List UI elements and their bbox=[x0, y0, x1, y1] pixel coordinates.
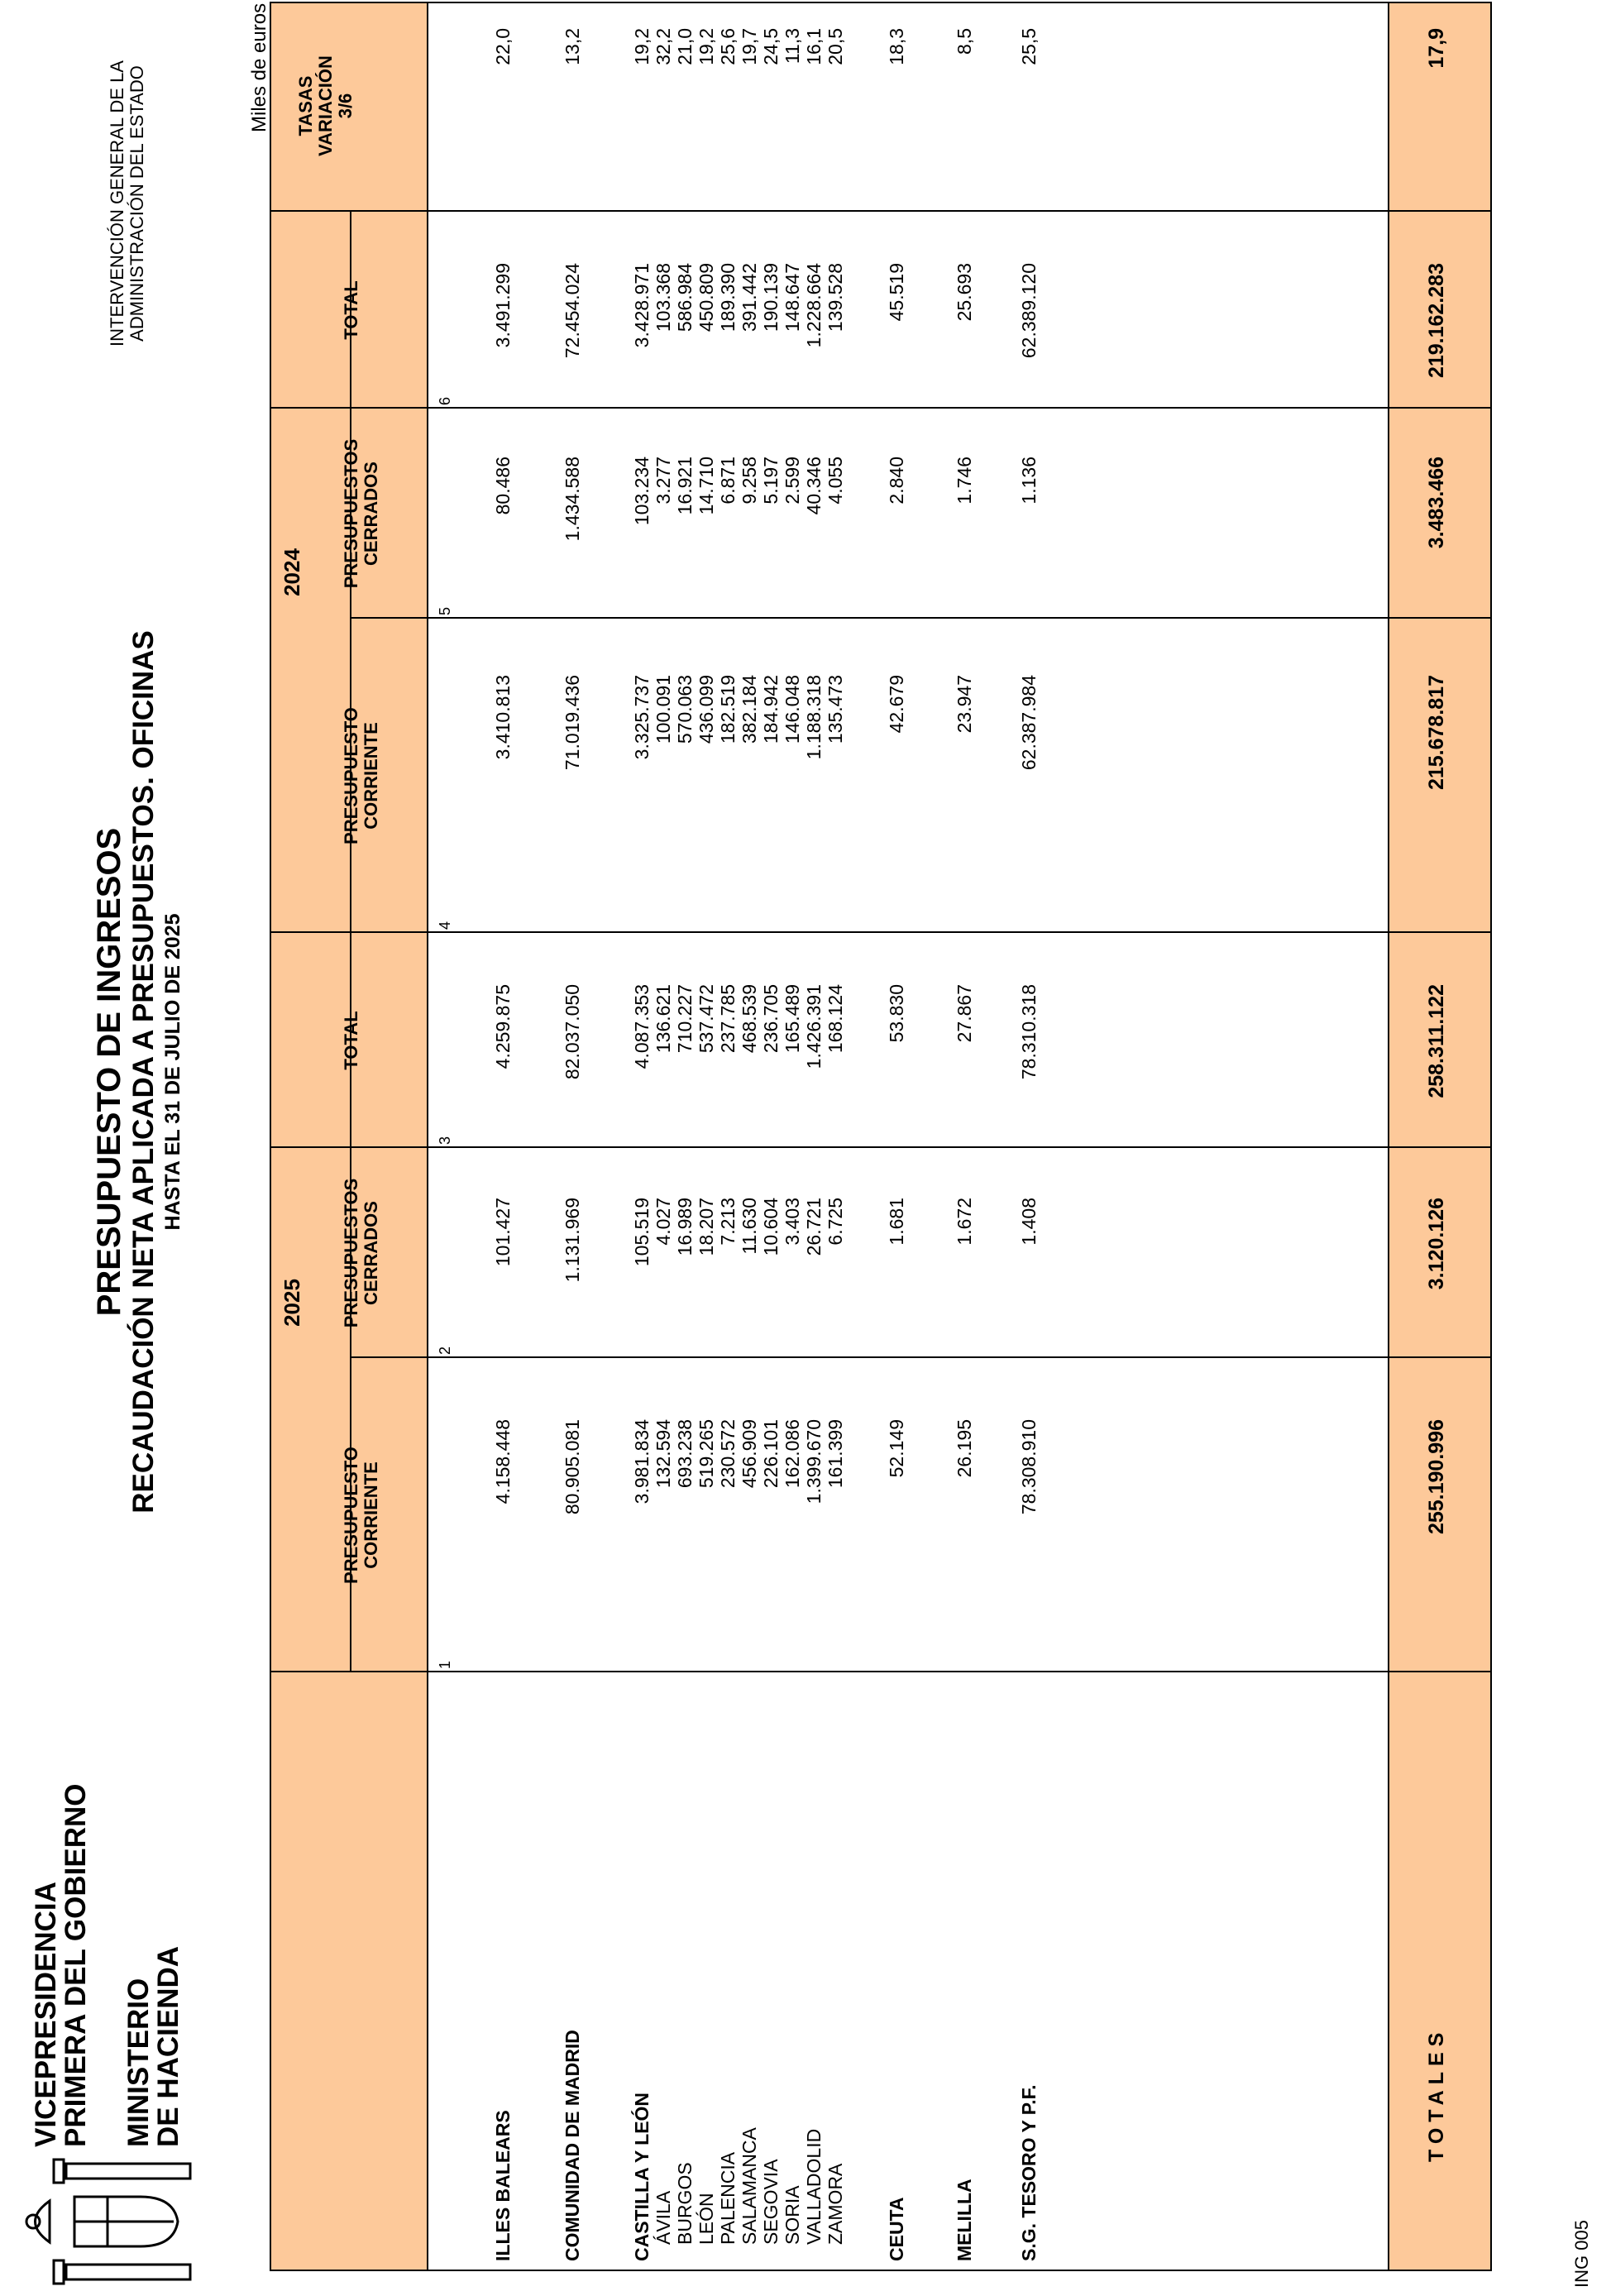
table-cell: 27.867 bbox=[954, 984, 975, 1043]
column-header-line: TOTAL bbox=[341, 280, 361, 340]
column-number: 5 bbox=[437, 606, 453, 615]
table-cell: 710.227 bbox=[674, 984, 696, 1054]
table-cell: 3.403 bbox=[782, 1198, 803, 1246]
column-header bbox=[342, 619, 381, 933]
column-divider bbox=[271, 407, 1490, 409]
table-cell: 53.830 bbox=[886, 984, 907, 1043]
table-cell: 237.785 bbox=[717, 984, 739, 1054]
igae-line: INTERVENCIÓN GENERAL DE LA bbox=[107, 60, 127, 347]
table-cell: 16.921 bbox=[674, 457, 696, 515]
table-cell: 1.188.318 bbox=[803, 675, 825, 760]
totals-cell: 215.678.817 bbox=[1425, 675, 1448, 791]
table-cell: 226.101 bbox=[760, 1419, 782, 1489]
org-line: DE HACIENDA bbox=[152, 1945, 184, 2147]
column-header bbox=[342, 1148, 381, 1358]
row-label: ILLES BALEARS bbox=[492, 2110, 514, 2261]
totals-cell: 3.483.466 bbox=[1425, 457, 1448, 549]
table-cell: 1.399.670 bbox=[803, 1419, 825, 1504]
table-cell: 4.087.353 bbox=[631, 984, 653, 1069]
table-cell: 1.131.969 bbox=[562, 1198, 583, 1283]
table-cell: 45.519 bbox=[886, 263, 907, 322]
table-cell: 570.063 bbox=[674, 675, 696, 744]
table-cell: 168.124 bbox=[825, 984, 846, 1054]
form-code: ING 005 bbox=[1571, 2220, 1592, 2288]
row-label: MELILLA bbox=[954, 2179, 975, 2261]
table-cell: 10.604 bbox=[760, 1198, 782, 1256]
table-cell: 139.528 bbox=[825, 263, 846, 332]
table-cell: 3.410.813 bbox=[492, 675, 514, 760]
table-cell: 24,5 bbox=[760, 28, 782, 65]
table-cell: 4.259.875 bbox=[492, 984, 514, 1069]
table-cell: 6.725 bbox=[825, 1198, 846, 1246]
table-cell: 19,7 bbox=[739, 28, 760, 65]
table-cell: 146.048 bbox=[782, 675, 803, 744]
org-line: MINISTERIO bbox=[122, 1978, 155, 2147]
table-cell: 1.136 bbox=[1018, 457, 1040, 505]
table-cell: 13,2 bbox=[562, 28, 583, 65]
table-cell: 1.434.588 bbox=[562, 457, 583, 542]
column-divider bbox=[271, 931, 1490, 933]
table-cell: 82.037.050 bbox=[562, 984, 583, 1080]
column-header-line: PRESUPUESTOS bbox=[341, 438, 361, 589]
column-header-line: CORRIENTE bbox=[361, 1461, 381, 1569]
table-cell: 450.809 bbox=[696, 263, 717, 332]
totals-cell: 3.120.126 bbox=[1425, 1198, 1448, 1290]
row-label: PALENCIA bbox=[717, 2151, 739, 2245]
table-cell: 2.599 bbox=[782, 457, 803, 505]
table-cell: 16.989 bbox=[674, 1198, 696, 1256]
column-header-line: PRESUPUESTO bbox=[341, 1447, 361, 1584]
table-cell: 3.981.834 bbox=[631, 1419, 653, 1504]
row-label: SEGOVIA bbox=[760, 2159, 782, 2245]
table-cell: 148.647 bbox=[782, 263, 803, 332]
page-period: HASTA EL 31 DE JULIO DE 2025 bbox=[161, 913, 184, 1231]
table-cell: 22,0 bbox=[492, 28, 514, 65]
table-cell: 42.679 bbox=[886, 675, 907, 734]
totals-cell: 219.162.283 bbox=[1425, 263, 1448, 379]
table-cell: 40.346 bbox=[803, 457, 825, 515]
table-cell: 71.019.436 bbox=[562, 675, 583, 771]
table-cell: 2.840 bbox=[886, 457, 907, 505]
table-cell: 189.390 bbox=[717, 263, 739, 332]
table-cell: 21,0 bbox=[674, 28, 696, 65]
row-label: SORIA bbox=[782, 2185, 803, 2245]
table-cell: 586.984 bbox=[674, 263, 696, 332]
column-divider bbox=[350, 617, 1491, 619]
column-header bbox=[342, 1358, 381, 1672]
coat-of-arms-icon bbox=[17, 2155, 207, 2288]
table-cell: 62.387.984 bbox=[1018, 675, 1040, 771]
row-label: CASTILLA Y LEÓN bbox=[631, 2092, 653, 2261]
table-cell: 23.947 bbox=[954, 675, 975, 734]
table-cell: 1.426.391 bbox=[803, 984, 825, 1069]
column-divider bbox=[271, 210, 1490, 212]
table-cell: 78.310.318 bbox=[1018, 984, 1040, 1080]
table-cell: 25,5 bbox=[1018, 28, 1040, 65]
table-cell: 26.195 bbox=[954, 1419, 975, 1478]
column-number: 1 bbox=[437, 1660, 453, 1669]
table-cell: 19,2 bbox=[696, 28, 717, 65]
column-divider bbox=[350, 1356, 1491, 1358]
table-cell: 3.277 bbox=[653, 457, 674, 505]
table-cell: 1.672 bbox=[954, 1198, 975, 1246]
column-header-line: CERRADOS bbox=[361, 1201, 381, 1305]
column-divider bbox=[271, 1146, 1490, 1148]
row-label: S.G. TESORO Y P.F. bbox=[1018, 2084, 1040, 2261]
row-label: COMUNIDAD DE MADRID bbox=[562, 2030, 583, 2261]
table-cell: 7.213 bbox=[717, 1198, 739, 1246]
table-cell: 456.909 bbox=[739, 1419, 760, 1489]
table-cell: 11.630 bbox=[739, 1198, 760, 1255]
table-cell: 1.681 bbox=[886, 1198, 907, 1246]
table-cell: 182.519 bbox=[717, 675, 739, 744]
table-cell: 165.489 bbox=[782, 984, 803, 1054]
table-cell: 132.594 bbox=[653, 1419, 674, 1489]
table-cell: 32,2 bbox=[653, 28, 674, 65]
org-line: PRIMERA DEL GOBIERNO bbox=[60, 1783, 92, 2147]
table-cell: 3.325.737 bbox=[631, 675, 653, 760]
row-label: VALLADOLID bbox=[803, 2128, 825, 2245]
column-header-line: VARIACIÓN bbox=[315, 55, 336, 156]
column-header-line: TOTAL bbox=[341, 1011, 361, 1070]
column-header-line: 3/6 bbox=[335, 93, 356, 119]
column-number: 2 bbox=[437, 1346, 453, 1355]
table-cell: 135.473 bbox=[825, 675, 846, 744]
igae-label bbox=[108, 30, 147, 377]
org-vicepresidencia bbox=[31, 1784, 91, 2147]
table-cell: 1.408 bbox=[1018, 1198, 1040, 1246]
table-cell: 78.308.910 bbox=[1018, 1419, 1040, 1515]
table-cell: 6.871 bbox=[717, 457, 739, 505]
column-header bbox=[296, 0, 356, 212]
revenue-table bbox=[270, 2, 1492, 2271]
table-cell: 4.055 bbox=[825, 457, 846, 505]
group-2024: 2024 bbox=[280, 548, 304, 596]
row-label: ÁVILA bbox=[653, 2190, 674, 2245]
group-2025: 2025 bbox=[280, 1279, 304, 1327]
table-cell: 382.184 bbox=[739, 675, 760, 744]
table-cell: 16,1 bbox=[803, 28, 825, 65]
table-cell: 80.486 bbox=[492, 457, 514, 515]
table-cell: 4.158.448 bbox=[492, 1419, 514, 1504]
table-cell: 3.428.971 bbox=[631, 263, 653, 348]
table-cell: 26.721 bbox=[803, 1198, 825, 1256]
units-label: Miles de euros bbox=[248, 2, 270, 132]
column-header-line: TASAS bbox=[295, 75, 316, 136]
table-cell: 8,5 bbox=[954, 28, 975, 55]
table-cell: 693.238 bbox=[674, 1419, 696, 1489]
table-cell: 103.368 bbox=[653, 263, 674, 332]
table-cell: 537.472 bbox=[696, 984, 717, 1054]
column-header-line: PRESUPUESTO bbox=[341, 707, 361, 844]
row-label: LEÓN bbox=[696, 2193, 717, 2245]
totals-cell: 17,9 bbox=[1425, 28, 1448, 69]
column-divider bbox=[271, 1671, 1490, 1672]
table-cell: 519.265 bbox=[696, 1419, 717, 1489]
table-cell: 103.234 bbox=[631, 457, 653, 526]
table-cell: 62.389.120 bbox=[1018, 263, 1040, 359]
row-label: ZAMORA bbox=[825, 2163, 846, 2245]
table-cell: 20,5 bbox=[825, 28, 846, 65]
table-cell: 1.228.664 bbox=[803, 263, 825, 348]
table-cell: 5.197 bbox=[760, 457, 782, 505]
column-header bbox=[342, 933, 361, 1148]
table-cell: 72.454.024 bbox=[562, 263, 583, 359]
table-cell: 52.149 bbox=[886, 1419, 907, 1478]
org-line: VICEPRESIDENCIA bbox=[30, 1882, 62, 2147]
row-label: SALAMANCA bbox=[739, 2127, 760, 2245]
column-header bbox=[342, 212, 361, 409]
table-cell: 230.572 bbox=[717, 1419, 739, 1489]
column-number: 3 bbox=[437, 1136, 453, 1145]
table-cell: 80.905.081 bbox=[562, 1419, 583, 1515]
table-cell: 100.091 bbox=[653, 675, 674, 744]
table-cell: 14.710 bbox=[696, 457, 717, 515]
row-label: BURGOS bbox=[674, 2162, 696, 2245]
table-cell: 436.099 bbox=[696, 675, 717, 744]
table-cell: 391.442 bbox=[739, 263, 760, 332]
table-cell: 190.139 bbox=[760, 263, 782, 332]
org-ministerio bbox=[124, 1946, 184, 2147]
table-cell: 468.539 bbox=[739, 984, 760, 1054]
row-label: CEUTA bbox=[886, 2197, 907, 2261]
table-cell: 25.693 bbox=[954, 263, 975, 322]
table-cell: 136.621 bbox=[653, 984, 674, 1054]
table-cell: 18,3 bbox=[886, 28, 907, 65]
title-block bbox=[91, 617, 185, 1527]
column-header-line: CERRADOS bbox=[361, 462, 381, 566]
column-header-line: PRESUPUESTOS bbox=[341, 1178, 361, 1328]
table-cell: 101.427 bbox=[492, 1198, 514, 1267]
table-cell: 9.258 bbox=[739, 457, 760, 505]
totals-cell: 255.190.996 bbox=[1425, 1419, 1448, 1535]
page-subtitle: RECAUDACIÓN NETA APLICADA A PRESUPUESTOS. OFICINAS bbox=[127, 630, 160, 1514]
table-cell: 4.027 bbox=[653, 1198, 674, 1246]
igae-line: ADMINISTRACIÓN DEL ESTADO bbox=[127, 65, 147, 342]
table-cell: 11,3 bbox=[782, 28, 803, 65]
table-cell: 236.705 bbox=[760, 984, 782, 1054]
column-number: 6 bbox=[437, 396, 453, 405]
table-cell: 25,6 bbox=[717, 28, 739, 65]
totals-cell: 258.311.122 bbox=[1425, 984, 1448, 1098]
table-cell: 3.491.299 bbox=[492, 263, 514, 348]
table-cell: 161.399 bbox=[825, 1419, 846, 1489]
column-header-line: CORRIENTE bbox=[361, 722, 381, 830]
page-title: PRESUPUESTO DE INGRESOS bbox=[91, 827, 127, 1317]
table-cell: 19,2 bbox=[631, 28, 653, 65]
totals-label: TOTALES bbox=[1425, 2026, 1448, 2162]
table-cell: 184.942 bbox=[760, 675, 782, 744]
table-cell: 105.519 bbox=[631, 1198, 653, 1267]
table-cell: 18.207 bbox=[696, 1198, 717, 1256]
column-number: 4 bbox=[437, 921, 453, 930]
column-header bbox=[342, 409, 381, 619]
table-cell: 1.746 bbox=[954, 457, 975, 505]
table-cell: 162.086 bbox=[782, 1419, 803, 1489]
